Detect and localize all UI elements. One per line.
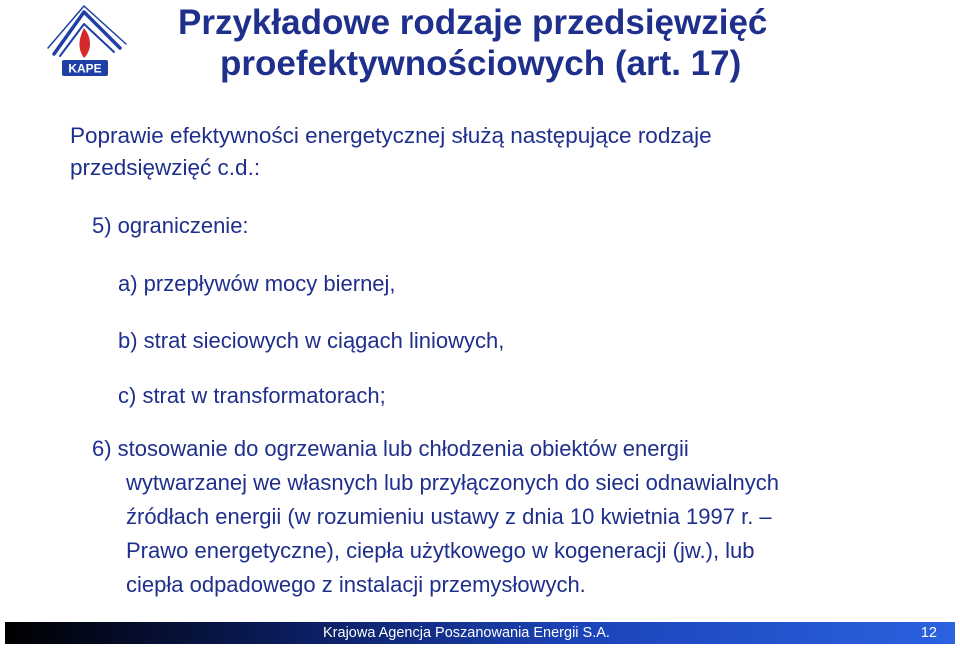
intro-line-2: przedsięwzięć c.d.:: [70, 155, 261, 180]
footer-organization: Krajowa Agencja Poszanowania Energii S.A.: [323, 625, 610, 641]
sub-item-b: b) strat sieciowych w ciągach liniowych,: [118, 328, 505, 353]
footer-bar: [5, 622, 955, 644]
title-line-2: proefektywnościowych (art. 17): [220, 44, 742, 83]
list-item-5: 5) ograniczenie:: [92, 213, 249, 238]
item6-line-1: 6) stosowanie do ogrzewania lub chłodzenia obiektów energii: [92, 436, 689, 461]
intro-block: [70, 120, 930, 184]
page-number: 12: [920, 625, 937, 641]
list-item-6: [92, 432, 932, 602]
sub-item-a: a) przepływów mocy biernej,: [118, 271, 396, 296]
title-line-1: Przykładowe rodzaje przedsięwzięć: [178, 3, 768, 42]
intro-line-1: Poprawie efektywności energetycznej służą następujące rodzaje: [70, 123, 712, 148]
kape-logo: [40, 4, 130, 86]
item6-line-2: wytwarzanej we własnych lub przyłączonych do sieci odnawialnych: [126, 470, 779, 495]
logo-text: KAPE: [68, 61, 102, 76]
item6-line-4: Prawo energetyczne), ciepła użytkowego w kogeneracji (jw.), lub: [126, 538, 755, 563]
sub-item-c: c) strat w transformatorach;: [118, 383, 386, 408]
item6-line-3: źródłach energii (w rozumieniu ustawy z dnia 10 kwietnia 1997 r. –: [126, 504, 772, 529]
item6-line-5: ciepła odpadowego z instalacji przemysłowych.: [126, 572, 586, 597]
kape-logo-icon: [40, 4, 130, 86]
intro-paragraph: [70, 120, 930, 184]
page-title: [178, 2, 918, 84]
